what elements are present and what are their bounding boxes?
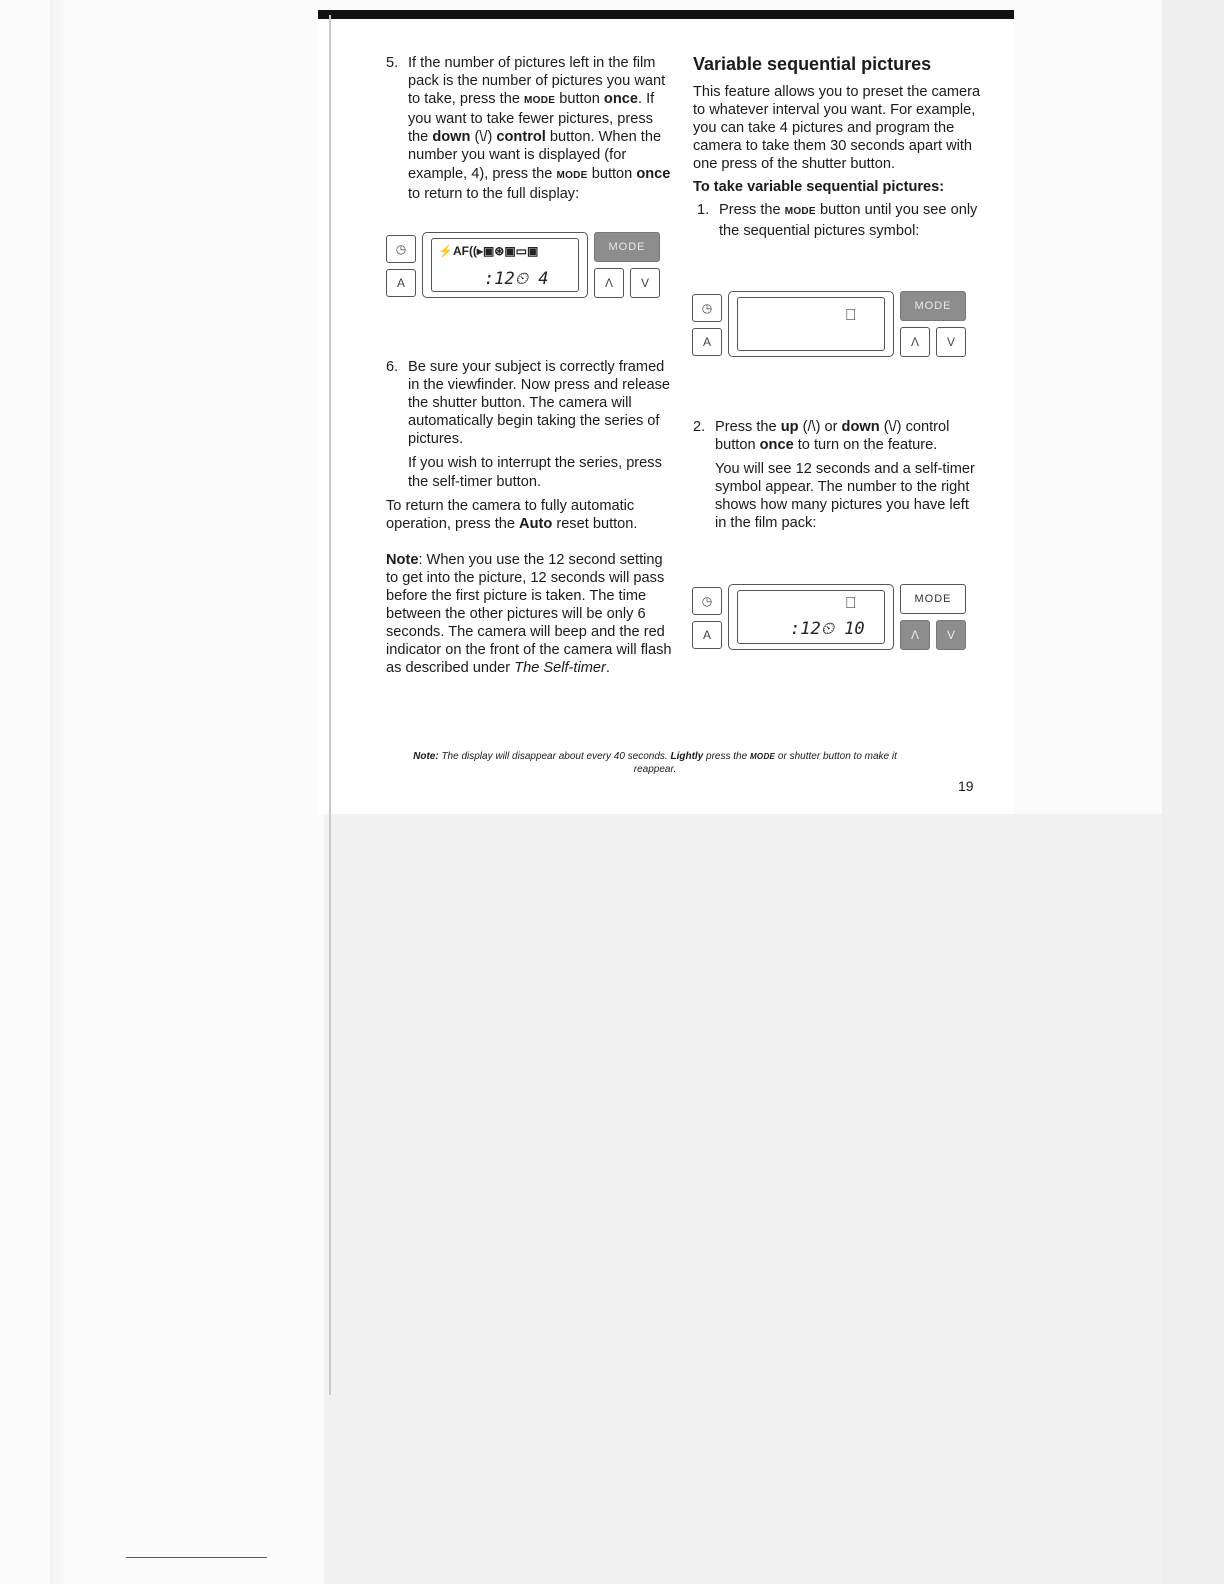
- text-run: press the: [703, 751, 750, 762]
- auto-button: A: [386, 269, 416, 297]
- down-button: V: [936, 327, 966, 357]
- auto-button: A: [692, 328, 722, 356]
- lightly-keyword: Lightly: [670, 751, 704, 762]
- mode-keyword: MODE: [524, 95, 556, 107]
- note-label: Note:: [413, 751, 439, 762]
- right-column: [693, 54, 983, 240]
- text-run: button: [555, 91, 604, 108]
- lcd-diagram-timer-readout: [692, 584, 968, 652]
- left-column: [386, 54, 676, 203]
- intro-text: This feature allows you to preset the camera to whatever interval you want. For example, you can take 4 pictures and program the camera to take them 30 seconds apart with one press of the shutter button.: [693, 84, 981, 173]
- scan-artifact-line: [126, 1557, 267, 1558]
- section-heading: Variable sequential pictures: [693, 54, 932, 74]
- text-run: The display will disappear about every 40 seconds.: [438, 751, 671, 762]
- page-number: 19: [958, 778, 974, 794]
- self-timer-reference: The Self-timer: [514, 660, 606, 677]
- text-run: (/\) or: [798, 419, 842, 435]
- mode-button: MODE: [900, 584, 966, 614]
- control-keyword: control: [496, 129, 546, 146]
- down-keyword: down: [432, 129, 471, 146]
- step-number: 2.: [693, 419, 706, 435]
- subheading: To take variable sequential pictures:: [693, 179, 945, 196]
- lcd-screen: [431, 238, 579, 292]
- auto-keyword: Auto: [519, 515, 553, 532]
- sequential-symbol: ⎕: [846, 307, 856, 324]
- text-run: Press the: [719, 202, 785, 219]
- text-run: button until you see only the sequential pictures symbol:: [719, 202, 978, 239]
- text-run: button. When the number you want is displayed (for example, 4), press the: [408, 129, 662, 182]
- self-timer-button: ◷: [692, 587, 722, 615]
- self-timer-button: ◷: [386, 235, 416, 263]
- mode-keyword: MODE: [784, 206, 816, 218]
- text-run: .: [605, 660, 610, 677]
- text-run: . If you want to take fewer pictures, press the: [408, 91, 655, 146]
- note-label: Note: [386, 551, 419, 568]
- down-button: V: [630, 268, 660, 298]
- lcd-frame: [728, 584, 894, 650]
- lcd-diagram-sequential-symbol: [692, 291, 968, 359]
- auto-button: A: [692, 621, 722, 649]
- lcd-status-icons: ⚡AF((▸▣⊛▣▭▣: [438, 244, 539, 258]
- up-button: Λ: [900, 620, 930, 650]
- self-timer-button: ◷: [692, 294, 722, 322]
- step-6: [386, 358, 676, 448]
- scan-background: [324, 814, 1162, 1584]
- mode-keyword: MODE: [556, 169, 588, 181]
- step-5: [386, 54, 676, 203]
- step-2: [693, 418, 983, 454]
- up-keyword: up: [780, 419, 799, 435]
- once-keyword: once: [759, 437, 794, 454]
- lcd-frame: [422, 232, 588, 298]
- lcd-readout: :12⏲ 10: [790, 619, 865, 639]
- step-number: 6.: [386, 359, 399, 375]
- lcd-screen: [737, 297, 885, 351]
- text-run: or shutter button to make it reappear.: [633, 751, 897, 775]
- left-column-lower: [386, 358, 676, 678]
- text-run: Press the: [715, 419, 781, 435]
- step-text: [719, 201, 983, 239]
- step-1: [693, 201, 983, 239]
- page-edge: [329, 15, 331, 1395]
- lcd-frame: [728, 291, 894, 357]
- text-run: to return to the full display:: [408, 185, 580, 202]
- step-text: [715, 418, 983, 454]
- text-run: To return the camera to fully automatic operation, press the: [386, 497, 635, 532]
- text-run: If the number of pictures left in the film pack is the number of pictures you want to take, press the: [408, 55, 666, 108]
- text-run: reset button.: [552, 515, 638, 532]
- interrupt-text: If you wish to interrupt the series, press the self-timer button.: [408, 455, 662, 490]
- text-run: (\/) control button: [715, 419, 950, 454]
- once-keyword: once: [603, 91, 638, 108]
- lcd-screen: [737, 590, 885, 644]
- text-run: : When you use the 12 second setting to get into the picture, 12 seconds will pass before the first picture is taken. The time between the other pictures will be only 6 seconds. The camera will beep and the red indicator on the front of the camera will flash as described under: [386, 551, 672, 677]
- lcd-readout: :12⏲ 4: [484, 269, 549, 289]
- down-button: V: [936, 620, 966, 650]
- mode-button: MODE: [900, 291, 966, 321]
- sequential-symbol: ⎕: [846, 595, 856, 612]
- lcd-diagram-full-display: [386, 232, 662, 300]
- up-button: Λ: [900, 327, 930, 357]
- once-keyword: once: [636, 165, 671, 182]
- return-text: [386, 497, 676, 533]
- step-text: [408, 54, 676, 203]
- step-number: 1.: [697, 202, 710, 219]
- step-text: Be sure your subject is correctly framed in the viewfinder. Now press and release the shutter button. The camera will automatically begin taking the series of pictures.: [408, 359, 671, 448]
- scan-shadow: [50, 0, 64, 1584]
- step-number: 5.: [386, 55, 399, 71]
- mode-button: MODE: [594, 232, 660, 262]
- text-run: to turn on the feature.: [793, 437, 938, 454]
- right-column-lower: [693, 418, 983, 533]
- footer-note: [400, 750, 910, 776]
- up-button: Λ: [594, 268, 624, 298]
- scan-margin: [1162, 0, 1224, 1584]
- text-run: (\/): [470, 129, 497, 146]
- followup-text: You will see 12 seconds and a self-timer symbol appear. The number to the right shows how many pictures you have left in the film pack:: [715, 461, 975, 532]
- mode-keyword: MODE: [749, 752, 776, 761]
- note-paragraph: [386, 551, 676, 678]
- text-run: button: [587, 165, 637, 182]
- down-keyword: down: [841, 419, 880, 435]
